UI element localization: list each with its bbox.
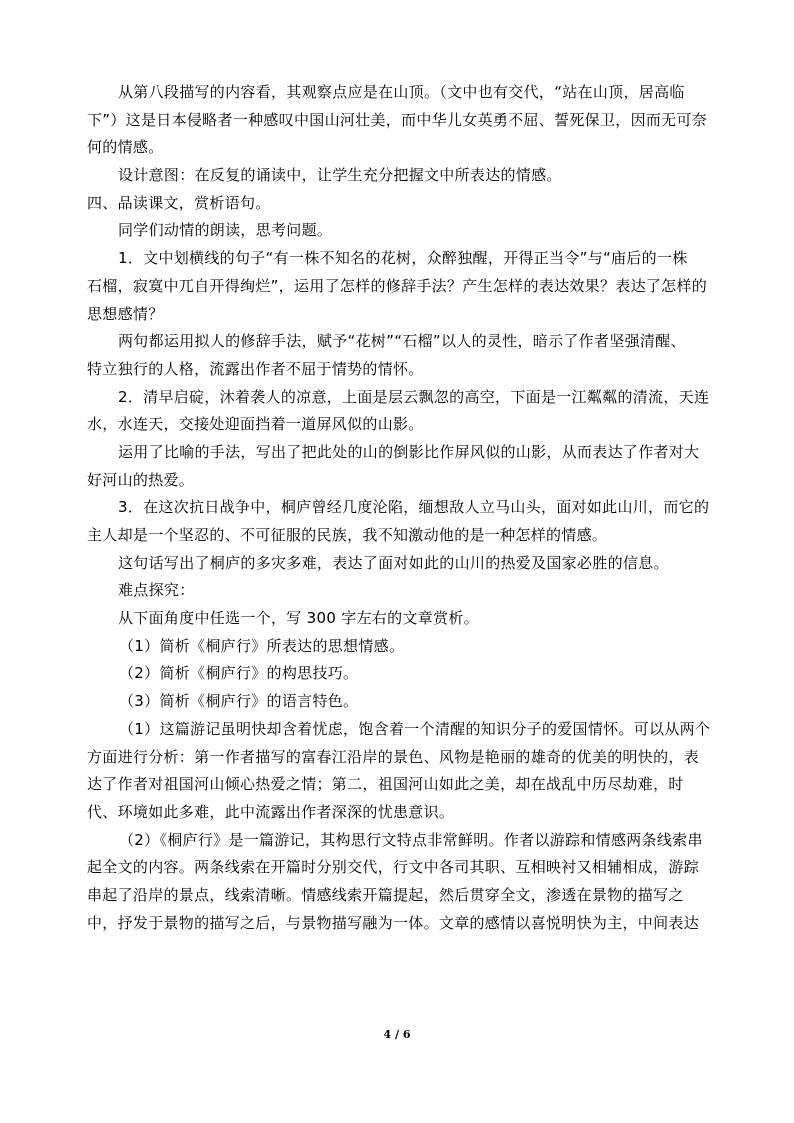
question-line: 1．文中划横线的句子“有一株不知名的花树，众醉独醒，开得正当令”与“庙后的一株 [118,249,688,268]
paragraph-line: 设计意图：在反复的诵读中，让学生充分把握文中所表达的情感。 [118,166,562,185]
question-line: 思想感情？ [87,304,164,323]
question-line: 2．清早启碇，沐着袭人的凉意，上面是层云飘忽的高空，下面是一江粼粼的清流，天连 [118,387,710,406]
paragraph-line: 从下面角度中任选一个，写 300 字左右的文章赏析。 [118,609,479,628]
paragraph-line: 起全文的内容。两条线索在开篇时分别交代，行文中各司其职、互相映衬又相辅相成，游踪 [87,858,700,877]
paragraph-line: 下”）这是日本侵略者一种感叹中国山河壮美，而中华儿女英勇不屈、誓死保卫，因而无可奈 [87,110,708,129]
paragraph-line: 方面进行分析：第一作者描写的富春江沿岸的景色、风物是艳丽的雄奇的优美的明快的，表 [87,747,700,766]
paragraph-line: 中，抒发于景物的描写之后，与景物描写融为一体。文章的感情以喜悦明快为主，中间表达 [87,913,700,932]
section-heading: 四、品读课文，赏析语句。 [87,193,271,212]
answer-line: 好河山的热爱。 [87,470,195,489]
answer-line: 特立独行的人格，流露出作者不屈于情势的情怀。 [87,359,424,378]
answer-line: 这句话写出了桐庐的多灾多难，表达了面对如此的山川的热爱及国家必胜的信息。 [118,553,669,572]
option-item: （3）简析《桐庐行》的语言特色。 [119,692,359,711]
question-line: 主人却是一个坚忍的、不可征服的民族，我不知激动他的是一种怎样的情感。 [87,526,608,544]
page-number: 4 / 6 [383,1028,411,1041]
answer-line: 运用了比喻的手法，写出了把此处的山的倒影比作屏风似的山影，从而表达了作者对大 [118,442,700,461]
option-item: （2）简析《桐庐行》的构思技巧。 [119,664,359,683]
question-line: 3．在这次抗日战争中，桐庐曾经几度沦陷，缅想敌人立马山头，面对如此山川，而它的 [118,498,710,517]
subsection-heading: 难点探究： [118,581,195,600]
paragraph-line: 代、环境如此多难，此中流露出作者深深的忧患意识。 [87,802,455,821]
option-item: （1）简析《桐庐行》所表达的思想情感。 [119,636,405,655]
document-body [87,79,719,937]
question-line: 石榴，寂寞中兀自开得绚烂”，运用了怎样的修辞手法？产生怎样的表达效果？表达了怎样的 [87,276,708,295]
paragraph-line: （1）这篇游记虽明快却含着忧虑，饱含着一个清醒的知识分子的爱国情怀。可以从两个 [119,719,711,738]
paragraph-line: 串起了沿岸的景点，线索清晰。情感线索开篇提起，然后贯穿全文，渗透在景物的描写之 [87,885,684,904]
paragraph-line: 达了作者对祖国河山倾心热爱之情；第二，祖国河山如此之美，却在战乱中历尽劫难，时 [87,775,684,794]
answer-line: 两句都运用拟人的修辞手法，赋予“花树”“石榴”以人的灵性，暗示了作者坚强清醒、 [118,332,686,351]
question-line: 水，水连天，交接处迎面挡着一道屏风似的山影。 [87,415,424,434]
paragraph-line: 从第八段描写的内容看，其观察点应是在山顶。（文中也有交代，“站在山顶，居高临 [118,83,685,101]
paragraph-line: 同学们动情的朗读，思考问题。 [118,221,333,240]
paragraph-line: 何的情感。 [87,138,164,157]
paragraph-line: （2）《桐庐行》是一篇游记，其构思行文特点非常鲜明。作者以游踪和情感两条线索串 [119,830,703,849]
